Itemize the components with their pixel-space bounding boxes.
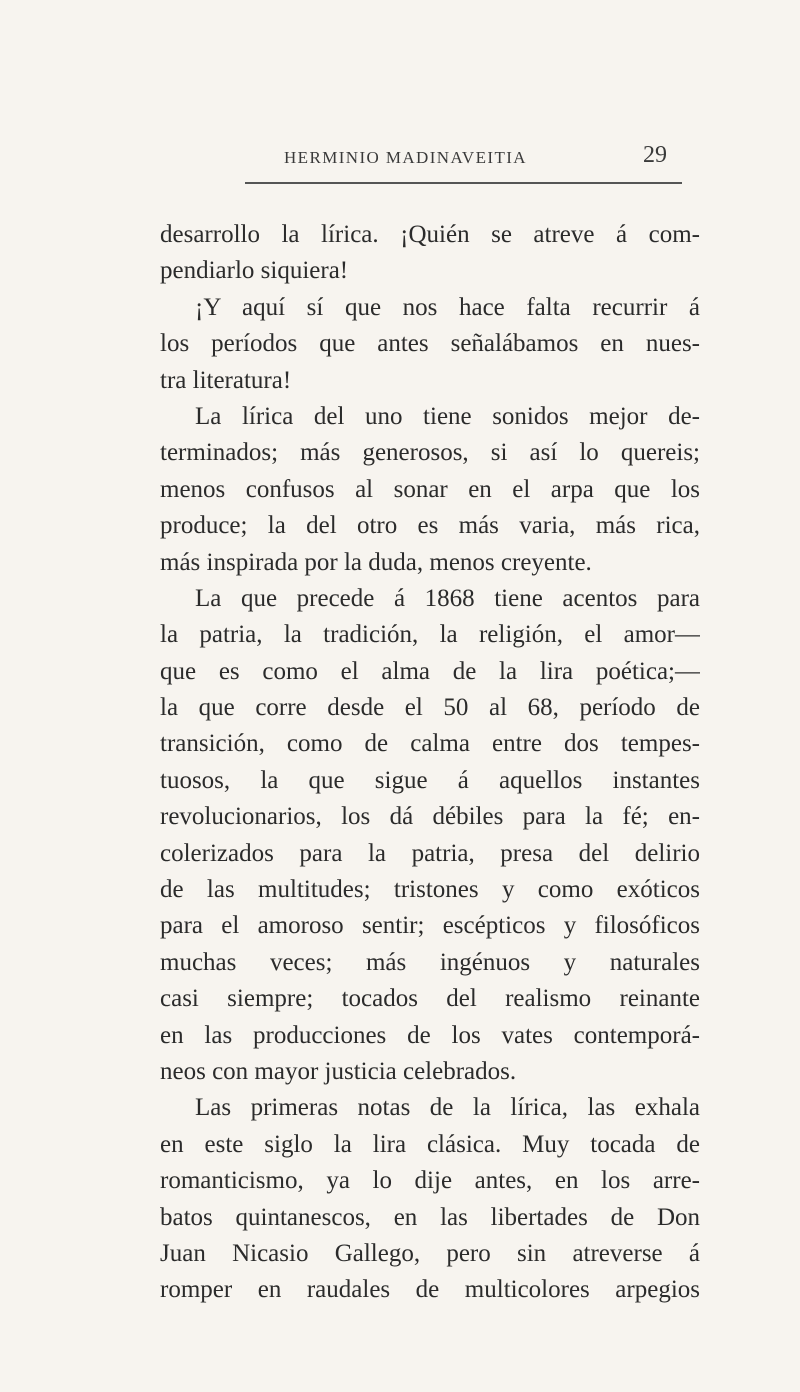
text-line: casi siempre; tocados del realismo reinante <box>160 985 700 1013</box>
text-line: transición, como de calma entre dos tempes- <box>160 730 700 758</box>
text-line: tra literatura! <box>160 366 292 394</box>
text-line: revolucionarios, los dá débiles para la fé; en- <box>160 803 700 831</box>
text-line: Las primeras notas de la lírica, las exhala <box>195 1094 700 1122</box>
text-line: más inspirada por la duda, menos creyente. <box>160 548 592 576</box>
text-line: tuosos, la que sigue á aquellos instantes <box>160 766 700 794</box>
text-line: para el amoroso sentir; escépticos y filosóficos <box>160 912 700 940</box>
text-line: la patria, la tradición, la religión, el amor— <box>160 621 700 649</box>
running-head: HERMINIO MADINAVEITIA <box>284 148 527 167</box>
text-line: menos confusos al sonar en el arpa que los <box>160 475 700 503</box>
text-line: romanticismo, ya lo dije antes, en los arre- <box>160 1167 700 1195</box>
text-line: La que precede á 1868 tiene acentos para <box>195 584 700 612</box>
text-line: desarrollo la lírica. ¡Quién se atreve á com- <box>160 221 700 248</box>
text-line: la que corre desde el 50 al 68, período de <box>160 694 700 722</box>
text-line: que es como el alma de la lira poética;— <box>160 657 700 685</box>
text-line: de las multitudes; tristones y como exóticos <box>160 876 700 904</box>
page-number: 29 <box>643 142 667 168</box>
text-line: terminados; más generosos, si así lo quereis; <box>160 439 700 467</box>
header-rule <box>245 182 682 184</box>
text-line: La lírica del uno tiene sonidos mejor de- <box>195 402 700 430</box>
text-line: batos quintanescos, en las libertades de Don <box>160 1203 700 1231</box>
text-line: colerizados para la patria, presa del delirio <box>160 839 700 867</box>
text-line: en este siglo la lira clásica. Muy tocada de <box>160 1130 700 1158</box>
text-line: pendiarlo siquiera! <box>160 257 349 285</box>
text-line: Juan Nicasio Gallego, pero sin atreverse á <box>160 1239 700 1267</box>
text-line: muchas veces; más ingénuos y naturales <box>160 948 700 976</box>
text-line: neos con mayor justicia celebrados. <box>160 1057 517 1085</box>
text-line: produce; la del otro es más varia, más rica, <box>160 512 700 540</box>
page-header <box>160 142 675 172</box>
text-line: romper en raudales de multicolores arpegios <box>160 1276 700 1304</box>
text-line: ¡Y aquí sí que nos hace falta recurrir á <box>195 293 700 321</box>
text-line: en las producciones de los vates contemporá- <box>160 1021 700 1049</box>
text-line: los períodos que antes señalábamos en nues- <box>160 330 700 358</box>
body-text <box>160 217 700 1309</box>
